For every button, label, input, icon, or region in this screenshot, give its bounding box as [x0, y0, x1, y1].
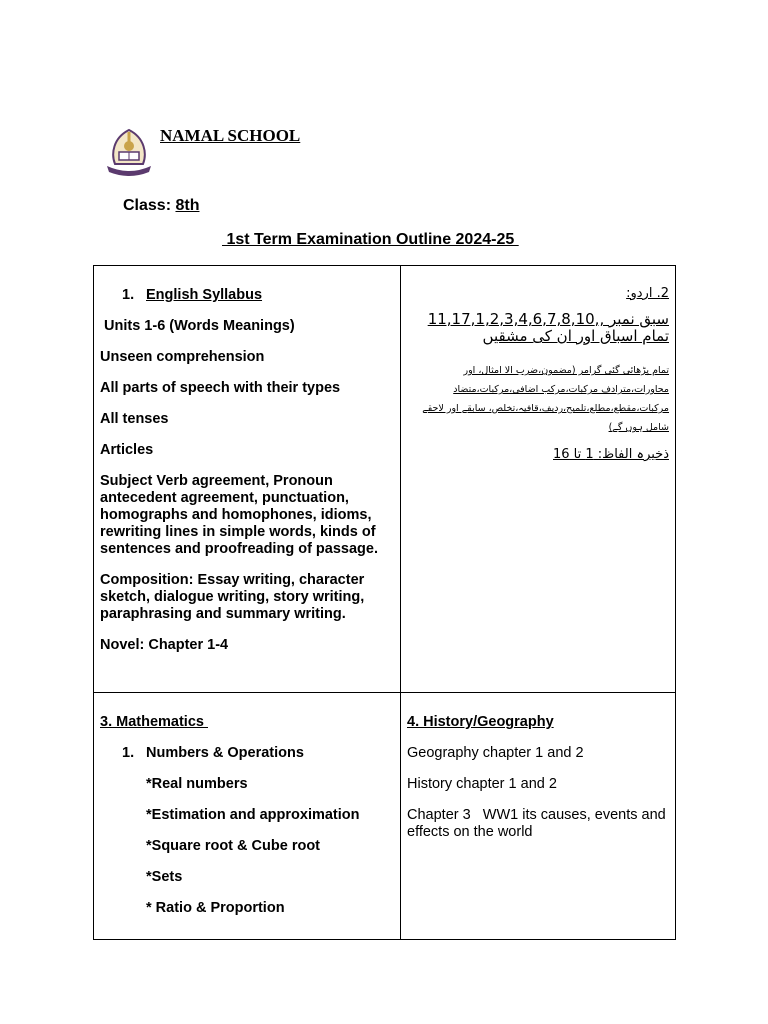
- class-label: Class:: [123, 197, 176, 214]
- english-item: Units 1-6 (Words Meanings): [100, 318, 295, 334]
- urdu-grammar: تمام پڑھائی گئی گرامر (مضمون،ضرب الا امثال، اور محاورات،مترادف مرکبات،مرکب اضافی،مرکبات،متضاد مرکبات،مقطع،مطلع،تلمیح،ردیف،قافیہ،تخلص، سابقے اور لاحقے شامل ہوں گے): [422, 365, 669, 433]
- english-item: Subject Verb agreement, Pronoun antecedent agreement, punctuation, homographs and homophones, idioms, rewriting lines in simple words, kinds of sentences and proofreading of passage.: [100, 473, 378, 557]
- math-subtopic: *Real numbers: [146, 776, 248, 792]
- math-subtopic: *Estimation and approximation: [146, 807, 360, 823]
- history-item: Chapter 3 WW1 its causes, events and effects on the world: [407, 807, 670, 840]
- class-line: [123, 197, 199, 215]
- math-cell: [94, 693, 401, 940]
- history-item: History chapter 1 and 2: [407, 776, 557, 792]
- history-item: Geography chapter 1 and 2: [407, 745, 584, 761]
- math-heading: 3. Mathematics: [100, 714, 208, 730]
- math-subtopic: *Square root & Cube root: [146, 838, 321, 854]
- urdu-vocabulary: ذخیرہ الفاظ: 1 تا 16: [553, 447, 669, 462]
- urdu-cell: [401, 266, 676, 693]
- school-logo: [105, 124, 153, 176]
- english-cell: [94, 266, 401, 693]
- history-cell: [401, 693, 676, 940]
- history-heading: 4. History/Geography: [407, 714, 554, 730]
- english-item: Unseen comprehension: [100, 349, 265, 365]
- school-name: NAMAL SCHOOL: [160, 126, 301, 145]
- urdu-heading: 2. اردو:: [626, 286, 669, 301]
- class-value: 8th: [175, 197, 200, 214]
- english-item: All parts of speech with their types: [100, 380, 341, 396]
- math-topic: 1. Numbers & Operations: [122, 745, 304, 761]
- math-subtopic: *Sets: [146, 869, 183, 885]
- english-item: All tenses: [100, 411, 169, 427]
- english-item: Articles: [100, 442, 154, 458]
- urdu-lessons: سبق نمبر ,,11,17,1,2,3,4,6,7,8,10 تمام اسباق اور ان کی مشقیں: [427, 310, 669, 345]
- english-heading: 1. English Syllabus: [122, 287, 263, 303]
- english-item: Composition: Essay writing, character sketch, dialogue writing, story writing, paraphrasing and summary writing.: [100, 572, 365, 622]
- syllabus-table: [93, 265, 676, 940]
- exam-title: 1st Term Examination Outline 2024-25: [222, 231, 519, 248]
- english-item: Novel: Chapter 1-4: [100, 637, 229, 653]
- math-subtopic: * Ratio & Proportion: [146, 900, 285, 916]
